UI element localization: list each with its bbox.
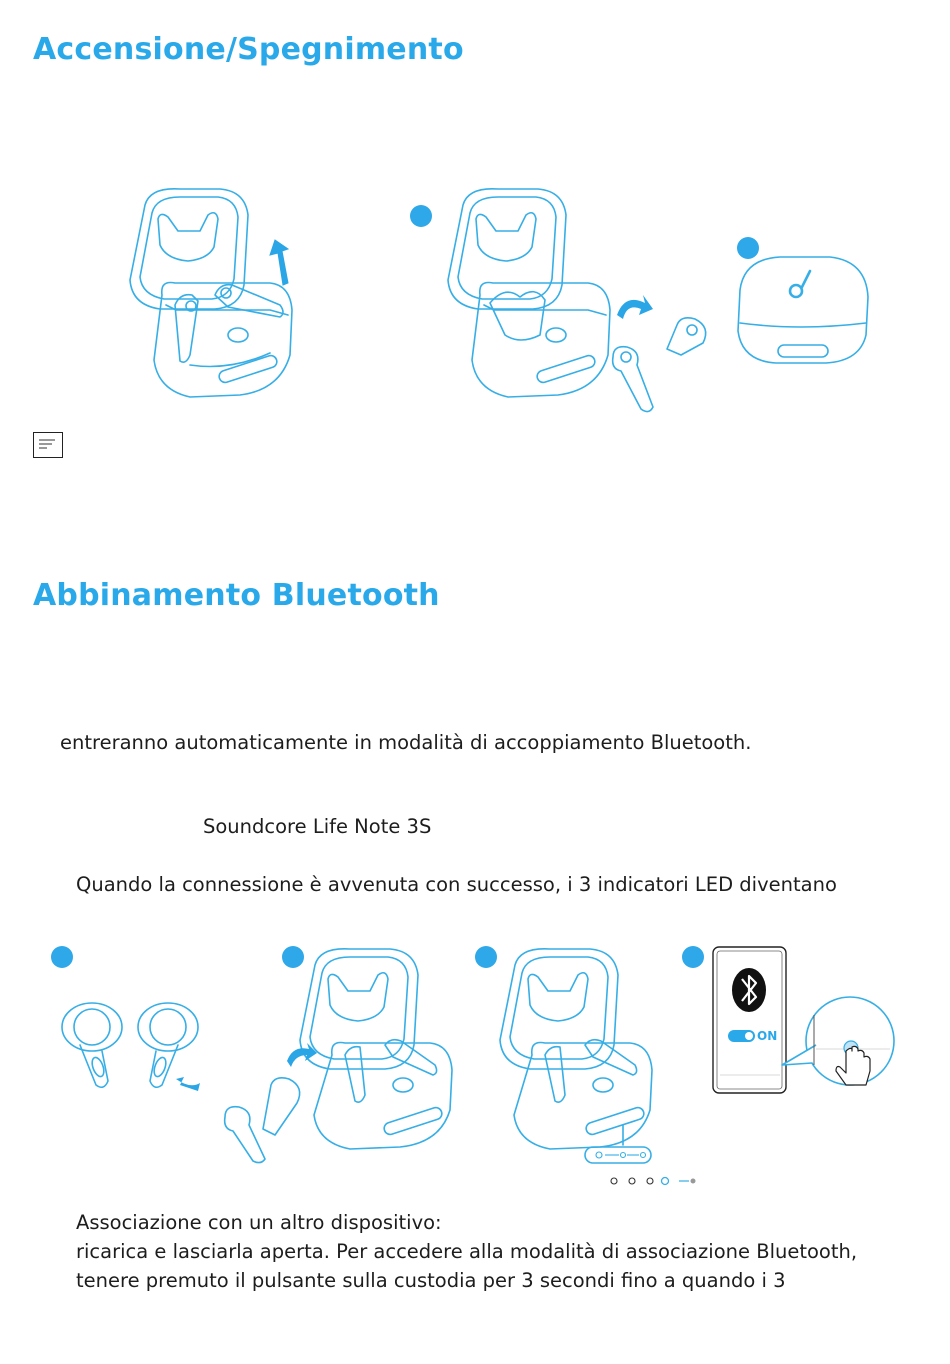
connection-success-text: Quando la connessione è avvenuta con successo, i 3 indicatori LED diventano — [76, 873, 837, 896]
section-title-power: Accensione/Spegnimento — [33, 32, 464, 67]
curved-arrow-icon — [176, 1077, 200, 1091]
led-indicators — [611, 1178, 653, 1184]
case-earbuds-out-illustration — [405, 185, 725, 415]
phone-toggle-label: ON — [757, 1029, 778, 1043]
phone-bluetooth-illustration — [680, 945, 900, 1095]
pair-other-heading: Associazione con un altro dispositivo: — [76, 1211, 442, 1234]
device-name: Soundcore Life Note 3S — [203, 815, 432, 838]
earbud-loose-2 — [667, 318, 706, 355]
up-arrow-icon — [270, 240, 288, 285]
earbud-loose-1 — [613, 347, 653, 412]
pairing-mode-text: entreranno automaticamente in modalità di accoppiamento Bluetooth. — [60, 731, 752, 754]
section-title-bluetooth: Abbinamento Bluetooth — [33, 578, 440, 613]
earbuds-touch-illustration — [50, 945, 210, 1095]
curved-arrow-icon — [617, 295, 653, 319]
earbuds-into-case-illustration — [215, 945, 460, 1165]
earbud-left-in-case — [175, 295, 198, 362]
earbud-right-in-case — [215, 285, 283, 317]
case-button-illustration — [475, 945, 705, 1190]
note-icon — [33, 432, 63, 458]
open-case-illustration — [120, 185, 320, 405]
closed-case-illustration — [730, 235, 875, 375]
pair-other-line1: ricarica e lasciarla aperta. Per accedere alla modalità di associazione Bluetooth, — [76, 1240, 858, 1263]
bluetooth-icon — [732, 968, 766, 1012]
bunny-icon — [158, 213, 218, 261]
soundcore-logo-icon — [790, 271, 810, 297]
pair-other-line2: tenere premuto il pulsante sulla custodia per 3 secondi fino a quando i 3 — [76, 1269, 786, 1292]
